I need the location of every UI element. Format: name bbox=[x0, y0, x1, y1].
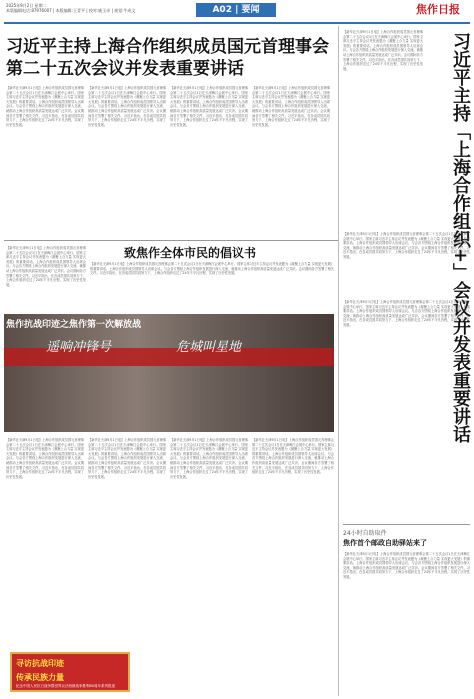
article-column: 【新华社天津9月1日电】上海合作组织成员国元首理事会第二十五次会议1日在天津梅江会展中心举行。国家主席习近平主持会议并发表题为《凝聚上合力量 实现更大发展》的重要讲话。上海合作组织成员国领导人出席会议。与会各方围绕上海合作组织发展进行深入交流，就推动上海合作组织高质量发展达成广泛共识。会议期间各方签署了相关文件。习近平指出，在各成员国共同努力下，上海合作组织走过了24年不平凡历程，实现了历史性发展。 bbox=[343, 552, 470, 579]
header-rule bbox=[4, 22, 470, 24]
article-column: 【新华社天津9月1日电】上海合作组织成员国元首理事会第二十五次会议1日在天津梅江会展中心举行。国家主席习近平主持会议并发表题为《凝聚上合力量 实现更大发展》的重要讲话。上海合作组织成员国领导人出席会议。与会各方围绕上海合作组织发展进行深入交流，就推动上海合作组织高质量发展达成广泛共识。会议期间各方签署了相关文件。习近平指出，在各成员国共同努力下，上海合作组织走过了24年不平凡历程，实现了历史性发展。 bbox=[6, 86, 84, 127]
header-date: 2025年9月2日 星期二 bbox=[6, 3, 47, 8]
article-column: 【新华社天津9月1日电】上海合作组织成员国元首理事会第二十五次会议1日在天津梅江会展中心举行。国家主席习近平主持会议并发表题为《凝聚上合力量 实现更大发展》的重要讲话。上海合作组织成员国领导人出席会议。与会各方围绕上海合作组织发展进行深入交流，就推动上海合作组织高质量发展达成广泛共识。会议期间各方签署了相关文件。习近平指出，在各成员国共同努力下，上海合作组织走过了24年不平凡历程，实现了历史性发展。 bbox=[88, 86, 166, 127]
newspaper-logo: 焦作日报 bbox=[416, 3, 460, 16]
proposal-text: 【新华社天津9月1日电】上海合作组织成员国元首理事会第二十五次会议1日在天津梅江会展中心举行。国家主席习近平主持会议并发表题为《凝聚上合力量 实现更大发展》的重要讲话。上海合作组织成员国领导人出席会议。与会各方围绕上海合作组织发展进行深入交流，就推动上海合作组织高质量发展达成广泛共识。会议期间各方签署了相关文件。习近平指出，在各成员国共同努力下，上海合作组织走过了24年不平凡历程，实现了历史性发展。 bbox=[90, 262, 334, 276]
section-divider bbox=[343, 524, 470, 525]
section-divider bbox=[4, 240, 338, 241]
feature-photo bbox=[4, 314, 334, 432]
series-banner-line2: 传承民族力量 bbox=[16, 673, 64, 682]
right-article-title: 焦作首个邮政自助驿站来了 bbox=[343, 539, 427, 547]
article-column: 【新华社天津9月1日电】上海合作组织成员国元首理事会第二十五次会议1日在天津梅江会展中心举行。国家主席习近平主持会议并发表题为《凝聚上合力量 实现更大发展》的重要讲话。上海合作组织成员国领导人出席会议。与会各方围绕上海合作组织发展进行深入交流，就推动上海合作组织高质量发展达成广泛共识。会议期间各方签署了相关文件。习近平指出，在各成员国共同努力下，上海合作组织走过了24年不平凡历程，实现了历史性发展。 bbox=[6, 246, 86, 287]
article-column: 【新华社天津9月1日电】上海合作组织成员国元首理事会第二十五次会议1日在天津梅江会展中心举行。国家主席习近平主持会议并发表题为《凝聚上合力量 实现更大发展》的重要讲话。上海合作组织成员国领导人出席会议。与会各方围绕上海合作组织发展进行深入交流，就推动上海合作组织高质量发展达成广泛共识。会议期间各方签署了相关文件。习近平指出，在各成员国共同努力下，上海合作组织走过了24年不平凡历程，实现了历史性发展。 bbox=[343, 300, 470, 327]
right-subtitle: 24小时自助取件 bbox=[343, 530, 387, 537]
header-editor: 本版编辑电话:87976007 | 本版编辑:王青平 | 校对:姚玉卓 | 视觉:牛成文 bbox=[6, 8, 136, 13]
article-column: 【新华社天津9月1日电】上海合作组织成员国元首理事会第二十五次会议1日在天津梅江会展中心举行。国家主席习近平主持会议并发表题为《凝聚上合力量 实现更大发展》的重要讲话。上海合作组织成员国领导人出席会议。与会各方围绕上海合作组织发展进行深入交流，就推动上海合作组织高质量发展达成广泛共识。会议期间各方签署了相关文件。习近平指出，在各成员国共同努力下，上海合作组织走过了24年不平凡历程，实现了历史性发展。 bbox=[88, 438, 166, 479]
article-column: 【新华社天津9月1日电】上海合作组织成员国元首理事会第二十五次会议1日在天津梅江会展中心举行。国家主席习近平主持会议并发表题为《凝聚上合力量 实现更大发展》的重要讲话。上海合作组织成员国领导人出席会议。与会各方围绕上海合作组织发展进行深入交流，就推动上海合作组织高质量发展达成广泛共识。会议期间各方签署了相关文件。习近平指出，在各成员国共同努力下，上海合作组织走过了24年不平凡历程，实现了历史性发展。 bbox=[170, 438, 248, 479]
article-column: 【新华社天津9月1日电】上海合作组织成员国元首理事会第二十五次会议1日在天津梅江会展中心举行。国家主席习近平主持会议并发表题为《凝聚上合力量 实现更大发展》的重要讲话。上海合作组织成员国领导人出席会议。与会各方围绕上海合作组织发展进行深入交流，就推动上海合作组织高质量发展达成广泛共识。会议期间各方签署了相关文件。习近平指出，在各成员国共同努力下，上海合作组织走过了24年不平凡历程，实现了历史性发展。 bbox=[343, 232, 470, 259]
proposal-title: 致焦作全体市民的倡议书 bbox=[123, 246, 256, 260]
article-column: 【新华社天津9月1日电】上海合作组织成员国元首理事会第二十五次会议1日在天津梅江会展中心举行。国家主席习近平主持会议并发表题为《凝聚上合力量 实现更大发展》的重要讲话。上海合作组织成员国领导人出席会议。与会各方围绕上海合作组织发展进行深入交流，就推动上海合作组织高质量发展达成广泛共识。会议期间各方签署了相关文件。习近平指出，在各成员国共同努力下，上海合作组织走过了24年不平凡历程，实现了历史性发展。 bbox=[6, 438, 84, 479]
photo-banner-title: 焦作抗战印迹之焦作第一次解放战 bbox=[6, 320, 142, 330]
header-info bbox=[6, 3, 135, 13]
photo-calligraphy-right: 危城叫星地 bbox=[176, 340, 242, 355]
article-column: 【新华社天津9月1日电】上海合作组织成员国元首理事会第二十五次会议1日在天津梅江会展中心举行。国家主席习近平主持会议并发表题为《凝聚上合力量 实现更大发展》的重要讲话。上海合作组织成员国领导人出席会议。与会各方围绕上海合作组织发展进行深入交流，就推动上海合作组织高质量发展达成广泛共识。会议期间各方签署了相关文件。习近平指出，在各成员国共同努力下，上海合作组织走过了24年不平凡历程，实现了历史性发展。 bbox=[252, 86, 330, 127]
section-tag: A02 | 要闻 bbox=[196, 3, 276, 17]
vertical-headline: 习近平主持「上海合作组织+」会议并发表重要讲话 bbox=[450, 32, 471, 444]
series-banner bbox=[10, 652, 130, 692]
series-banner-line3: 纪念中国人民抗日战争暨世界反法西斯战争胜利80周年系列报道 bbox=[16, 684, 115, 688]
column-divider bbox=[338, 26, 339, 696]
main-headline: 习近平主持上海合作组织成员国元首理事会第二十五次会议并发表重要讲话 bbox=[6, 37, 329, 79]
article-column: 【新华社天津9月1日电】上海合作组织成员国元首理事会第二十五次会议1日在天津梅江会展中心举行。国家主席习近平主持会议并发表题为《凝聚上合力量 实现更大发展》的重要讲话。上海合作组织成员国领导人出席会议。与会各方围绕上海合作组织发展进行深入交流，就推动上海合作组织高质量发展达成广泛共识。会议期间各方签署了相关文件。习近平指出，在各成员国共同努力下，上海合作组织走过了24年不平凡历程，实现了历史性发展。 bbox=[343, 30, 423, 71]
series-banner-line1: 寻访抗战印迹 bbox=[16, 659, 64, 668]
photo-calligraphy-left: 遥响冲锋号 bbox=[46, 340, 112, 355]
article-column: 【新华社天津9月1日电】上海合作组织成员国元首理事会第二十五次会议1日在天津梅江会展中心举行。国家主席习近平主持会议并发表题为《凝聚上合力量 实现更大发展》的重要讲话。上海合作组织成员国领导人出席会议。与会各方围绕上海合作组织发展进行深入交流，就推动上海合作组织高质量发展达成广泛共识。会议期间各方签署了相关文件。习近平指出，在各成员国共同努力下，上海合作组织走过了24年不平凡历程，实现了历史性发展。 bbox=[252, 438, 334, 475]
article-column: 【新华社天津9月1日电】上海合作组织成员国元首理事会第二十五次会议1日在天津梅江会展中心举行。国家主席习近平主持会议并发表题为《凝聚上合力量 实现更大发展》的重要讲话。上海合作组织成员国领导人出席会议。与会各方围绕上海合作组织发展进行深入交流，就推动上海合作组织高质量发展达成广泛共识。会议期间各方签署了相关文件。习近平指出，在各成员国共同努力下，上海合作组织走过了24年不平凡历程，实现了历史性发展。 bbox=[170, 86, 248, 127]
